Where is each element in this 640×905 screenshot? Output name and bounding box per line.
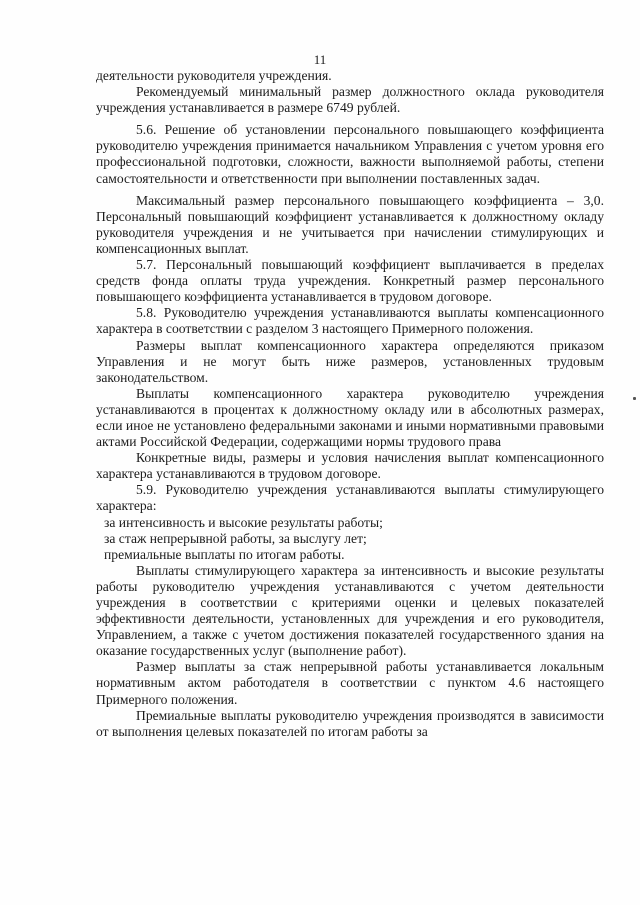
paragraph: деятельности руководителя учреждения. [96, 68, 332, 83]
document-body [96, 68, 604, 740]
page-number: 11 [313, 52, 327, 67]
paragraph: Рекомендуемый минимальный размер должностного оклада руководителя учреждения устанавливается в размере 6749 рублей. [96, 84, 604, 116]
paragraph: Максимальный размер персонального повышающего коэффициента – 3,0. Персональный повышающий коэффициент устанавливается к должностному окладу руководителя учреждения и не учитывается при начислении стимулирующих и компенсационных выплат. [96, 192, 604, 256]
list-item: за интенсивность и высокие результаты работы; [104, 514, 383, 530]
paragraph: Размеры выплат компенсационного характера определяются приказом Управления и не могут быть ниже размеров, установленных трудовым законодательством. [96, 337, 604, 385]
paragraph: Выплаты стимулирующего характера за интенсивность и высокие результаты работы руководителю учреждения устанавливаются с учетом деятельности учреждения в соответствии с критериями оценки и целевых показателей эффективности деятельности, установленных для учреждения и его руководителя, Управлением, а также с учетом достижения показателей государственного здания на оказание государственных услуг (выполнение работ). [96, 562, 604, 659]
paragraph: 5.7. Персональный повышающий коэффициент выплачивается в пределах средств фонда оплаты труда учреждения. Конкретный размер персонального повышающего коэффициента устанавливается в трудовом договоре. [96, 257, 604, 305]
list-item: премиальные выплаты по итогам работы. [104, 546, 345, 562]
paragraph: Размер выплаты за стаж непрерывной работы устанавливается локальным нормативным актом работодателя в соответствии с пунктом 4.6 настоящего Примерного положения. [96, 659, 604, 707]
paragraph: 5.9. Руководителю учреждения устанавливаются выплаты стимулирующего характера: [96, 482, 604, 514]
scan-speck [633, 397, 636, 400]
paragraph: 5.8. Руководителю учреждения устанавливаются выплаты компенсационного характера в соответствии с разделом 3 настоящего Примерного положения. [96, 305, 604, 337]
paragraph: Премиальные выплаты руководителю учреждения производятся в зависимости от выполнения целевых показателей по итогам работы за [96, 707, 604, 739]
list-item: за стаж непрерывной работы, за выслугу лет; [104, 530, 367, 546]
paragraph: Конкретные виды, размеры и условия начисления выплат компенсационного характера устанавливаются в трудовом договоре. [96, 450, 604, 482]
paragraph: Выплаты компенсационного характера руководителю учреждения устанавливаются в процентах к должностному окладу или в абсолютных размерах, если иное не установлено федеральными законами и иными нормативными правовыми актами Российской Федерации, содержащими нормы трудового права [96, 385, 604, 450]
paragraph: 5.6. Решение об установлении персонального повышающего коэффициента руководителю учреждения принимается начальником Управления с учетом уровня его профессиональной подготовки, сложности, важности выполняемой работы, степени самостоятельности и ответственности при выполнении поставленных задач. [96, 122, 604, 186]
